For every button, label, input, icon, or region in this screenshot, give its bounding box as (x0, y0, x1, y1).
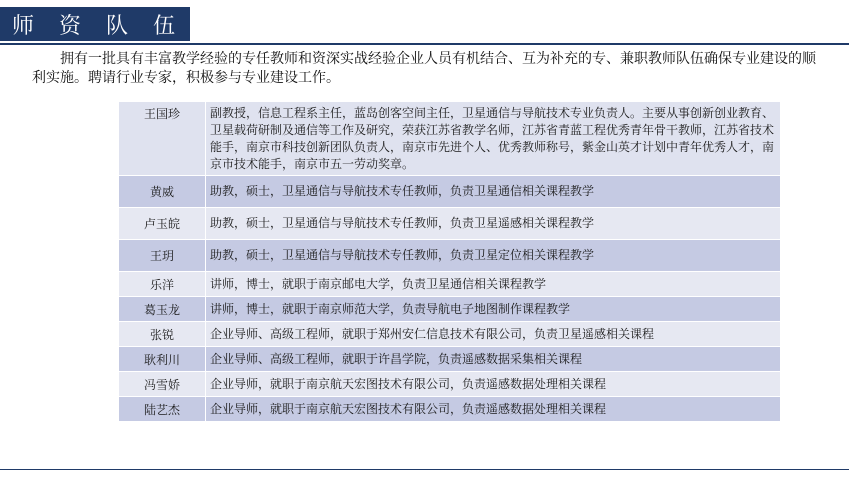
staff-name: 耿利川 (119, 347, 206, 372)
table-row (119, 397, 781, 422)
table-row (119, 208, 781, 240)
staff-description: 助教，硕士，卫星通信与导航技术专任教师，负责卫星通信相关课程教学 (206, 176, 781, 208)
page-title: 师 资 队 伍 (12, 13, 184, 39)
table-row (119, 347, 781, 372)
footer-divider (0, 469, 849, 470)
staff-name: 王国珍 (119, 102, 206, 176)
staff-table (118, 101, 781, 422)
staff-description: 副教授，信息工程系主任，蓝岛创客空间主任，卫星通信与导航技术专业负责人。主要从事创新创业教育、卫星载荷研制及通信等工作及研究，荣获江苏省教学名师，江苏省青蓝工程优秀青年骨干教师，江苏省技术能手，南京市科技创新团队负责人，南京市先进个人、优秀教师称号，紫金山英才计划中青年优秀人才，南京市技术能手，南京市五一劳动奖章。 (206, 102, 781, 176)
staff-description: 讲师，博士，就职于南京师范大学，负责导航电子地图制作课程教学 (206, 297, 781, 322)
staff-name: 陆艺杰 (119, 397, 206, 422)
staff-name: 王玥 (119, 240, 206, 272)
table-row (119, 372, 781, 397)
table-row (119, 297, 781, 322)
staff-name: 张锐 (119, 322, 206, 347)
table-row (119, 176, 781, 208)
section-title-box (0, 7, 190, 41)
table-row (119, 102, 781, 176)
staff-description: 助教，硕士，卫星通信与导航技术专任教师，负责卫星定位相关课程教学 (206, 240, 781, 272)
title-underline (0, 43, 849, 45)
staff-name: 葛玉龙 (119, 297, 206, 322)
table-row (119, 240, 781, 272)
staff-description: 助教，硕士，卫星通信与导航技术专任教师，负责卫星遥感相关课程教学 (206, 208, 781, 240)
table-row (119, 322, 781, 347)
staff-name: 卢玉皖 (119, 208, 206, 240)
staff-description: 企业导师，就职于南京航天宏图技术有限公司，负责遥感数据处理相关课程 (206, 372, 781, 397)
staff-name: 冯雪娇 (119, 372, 206, 397)
staff-description: 企业导师、高级工程师，就职于许昌学院，负责遥感数据采集相关课程 (206, 347, 781, 372)
staff-name: 乐洋 (119, 272, 206, 297)
staff-name: 黄威 (119, 176, 206, 208)
staff-description: 讲师，博士，就职于南京邮电大学，负责卫星通信相关课程教学 (206, 272, 781, 297)
staff-description: 企业导师、高级工程师，就职于郑州安仁信息技术有限公司，负责卫星遥感相关课程 (206, 322, 781, 347)
table-row (119, 272, 781, 297)
intro-paragraph: 拥有一批具有丰富教学经验的专任教师和资深实战经验企业人员有机结合、互为补充的专、兼职教师队伍确保专业建设的顺利实施。聘请行业专家，积极参与专业建设工作。 (32, 51, 816, 86)
staff-description: 企业导师，就职于南京航天宏图技术有限公司，负责遥感数据处理相关课程 (206, 397, 781, 422)
